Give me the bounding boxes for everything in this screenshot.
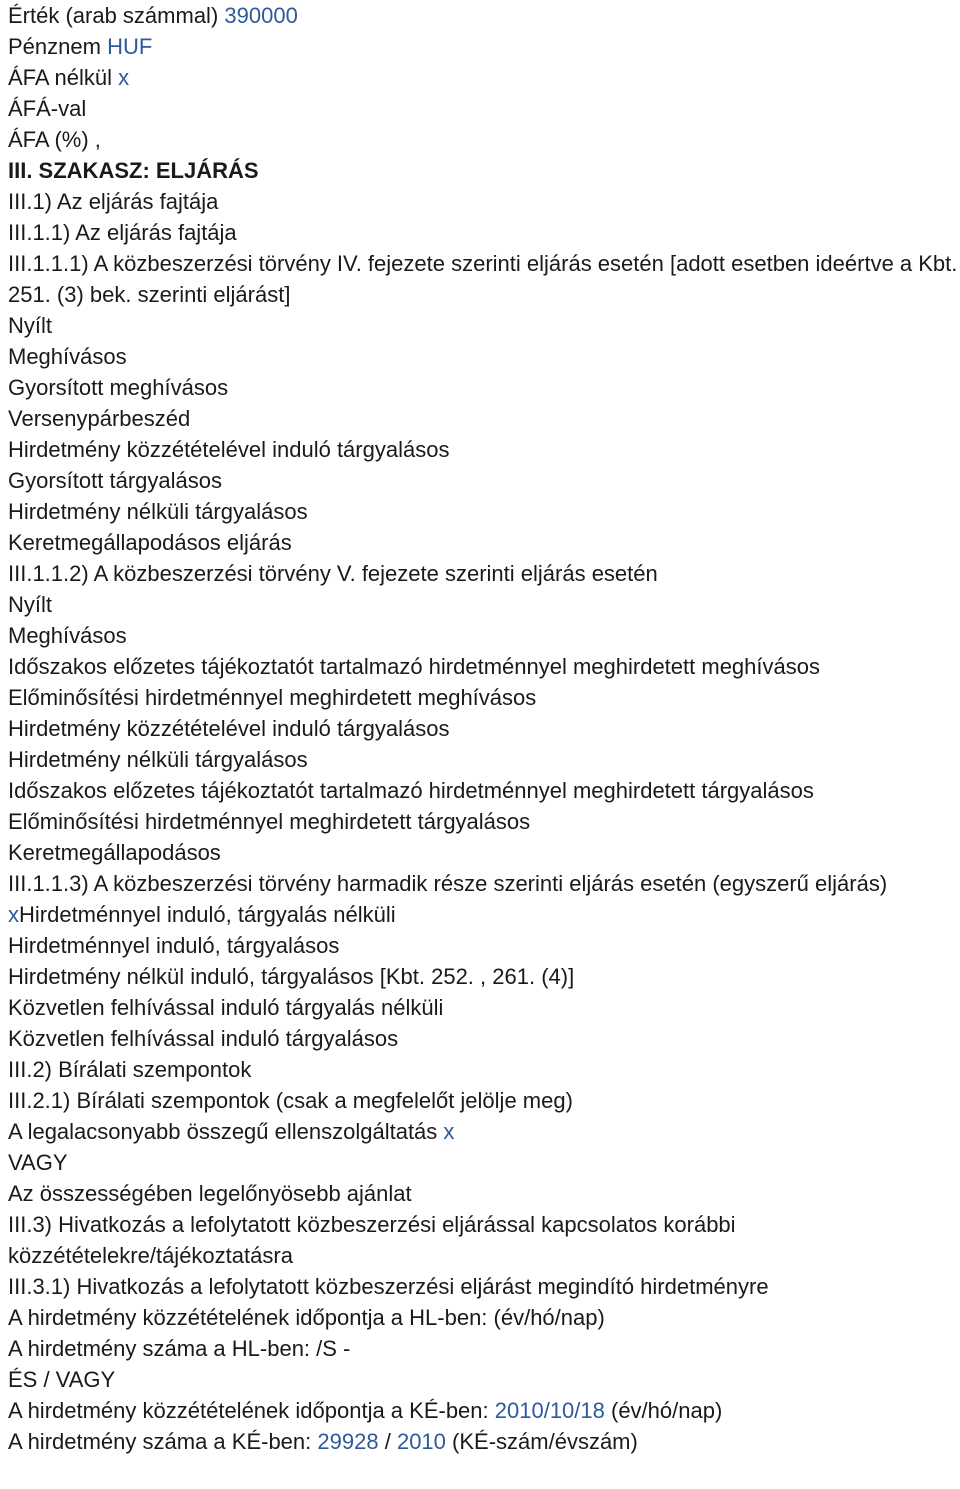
ke-notice-number-row (8, 1426, 958, 1457)
vat-excluded-label: ÁFA nélkül (8, 65, 112, 90)
procedure-option-restricted: Meghívásos (8, 344, 127, 369)
ke-publication-date-format: (év/hó/nap) (611, 1398, 723, 1423)
vat-excluded-row (8, 62, 958, 93)
procedure-option-negotiated-with-notice: Hirdetmény közzétételével induló tárgyalásos (8, 437, 450, 462)
section-3-1-1-1-heading: III.1.1.1) A közbeszerzési törvény IV. fejezete szerinti eljárás esetén [adott esetben ideértve a Kbt. 251. (3) bek. szerinti eljárást] (8, 251, 958, 307)
procedure-option-open: Nyílt (8, 313, 52, 338)
criterion-lowest-price-mark: x (443, 1119, 455, 1144)
procedure-v-option-restricted: Meghívásos (8, 623, 127, 648)
ke-notice-year-value: 2010 (396, 1429, 446, 1454)
criterion-lowest-price-row (8, 1116, 958, 1147)
value-label: Érték (arab számmal) (8, 3, 219, 28)
vat-percent-row: ÁFA (%) , (8, 127, 101, 152)
value-amount: 390000 (224, 3, 298, 28)
section-3-1-1-heading: III.1.1) Az eljárás fajtája (8, 220, 237, 245)
procedure-v-option-qualification-negotiated: Előminősítési hirdetménnyel meghirdetett tárgyalásos (8, 809, 531, 834)
simple-option-notice-no-negotiation (8, 899, 958, 930)
section-3-heading: III. SZAKASZ: ELJÁRÁS (8, 158, 259, 183)
criterion-lowest-price-label: A legalacsonyabb összegű ellenszolgáltatás (8, 1119, 438, 1144)
procedure-v-option-qualification-restricted: Előminősítési hirdetménnyel meghirdetett meghívásos (8, 685, 537, 710)
ke-publication-date-label: A hirdetmény közzétételének időpontja a KÉ-ben: (8, 1398, 489, 1423)
or-separator: VAGY (8, 1150, 68, 1175)
ke-publication-date-row (8, 1395, 958, 1426)
value-row (8, 0, 958, 31)
procedure-v-option-negotiated-with-notice: Hirdetmény közzétételével induló tárgyalásos (8, 716, 450, 741)
currency-value: HUF (107, 34, 153, 59)
procedure-v-option-pin-restricted: Időszakos előzetes tájékoztatót tartalmazó hirdetménnyel meghirdetett meghívásos (8, 654, 820, 679)
procedure-option-framework: Keretmegállapodásos eljárás (8, 530, 292, 555)
procedure-v-option-framework: Keretmegállapodásos (8, 840, 221, 865)
ke-notice-number-value: 29928 (317, 1429, 379, 1454)
simple-option-direct-no-negotiation: Közvetlen felhívással induló tárgyalás nélküli (8, 995, 444, 1020)
simple-option-label: Hirdetménnyel induló, tárgyalás nélküli (19, 902, 396, 927)
procedure-v-option-negotiated-without-notice: Hirdetmény nélküli tárgyalásos (8, 747, 308, 772)
section-3-1-heading: III.1) Az eljárás fajtája (8, 189, 219, 214)
vat-included-row: ÁFÁ-val (8, 96, 87, 121)
section-3-2-heading: III.2) Bírálati szempontok (8, 1057, 252, 1082)
section-3-3-heading: III.3) Hivatkozás a lefolytatott közbeszerzési eljárással kapcsolatos korábbi közzétételekre/tájékoztatásra (8, 1212, 736, 1268)
and-or-separator: ÉS / VAGY (8, 1367, 116, 1392)
document-body (8, 0, 958, 1457)
vat-excluded-mark: x (118, 65, 130, 90)
simple-option-mark: x (8, 902, 19, 927)
section-3-2-1-heading: III.2.1) Bírálati szempontok (csak a megfelelőt jelölje meg) (8, 1088, 573, 1113)
currency-label: Pénznem (8, 34, 101, 59)
simple-option-notice-negotiation: Hirdetménnyel induló, tárgyalásos (8, 933, 340, 958)
procedure-v-option-open: Nyílt (8, 592, 52, 617)
ke-notice-number-label: A hirdetmény száma a KÉ-ben: (8, 1429, 312, 1454)
oj-publication-date: A hirdetmény közzétételének időpontja a HL-ben: (év/hó/nap) (8, 1305, 605, 1330)
ke-notice-number-format: (KÉ-szám/évszám) (452, 1429, 638, 1454)
procedure-option-negotiated-without-notice: Hirdetmény nélküli tárgyalásos (8, 499, 308, 524)
oj-notice-number: A hirdetmény száma a HL-ben: /S - (8, 1336, 351, 1361)
criterion-meat: Az összességében legelőnyösebb ajánlat (8, 1181, 412, 1206)
procedure-option-accelerated-negotiated: Gyorsított tárgyalásos (8, 468, 222, 493)
currency-row (8, 31, 958, 62)
procedure-option-accelerated-restricted: Gyorsított meghívásos (8, 375, 229, 400)
simple-option-direct-negotiation: Közvetlen felhívással induló tárgyalásos (8, 1026, 399, 1051)
procedure-v-option-pin-negotiated: Időszakos előzetes tájékoztatót tartalmazó hirdetménnyel meghirdetett tárgyalásos (8, 778, 814, 803)
section-3-1-1-3-heading: III.1.1.3) A közbeszerzési törvény harmadik része szerinti eljárás esetén (egyszerű eljárás) (8, 871, 888, 896)
procedure-option-competitive-dialogue: Versenypárbeszéd (8, 406, 191, 431)
section-3-3-1-heading: III.3.1) Hivatkozás a lefolytatott közbeszerzési eljárást megindító hirdetményre (8, 1274, 769, 1299)
section-3-1-1-2-heading: III.1.1.2) A közbeszerzési törvény V. fejezete szerinti eljárás esetén (8, 561, 658, 586)
ke-notice-number-separator: / (384, 1429, 391, 1454)
simple-option-no-notice-negotiation: Hirdetmény nélkül induló, tárgyalásos [Kbt. 252. , 261. (4)] (8, 964, 575, 989)
ke-publication-date-value: 2010/10/18 (494, 1398, 605, 1423)
